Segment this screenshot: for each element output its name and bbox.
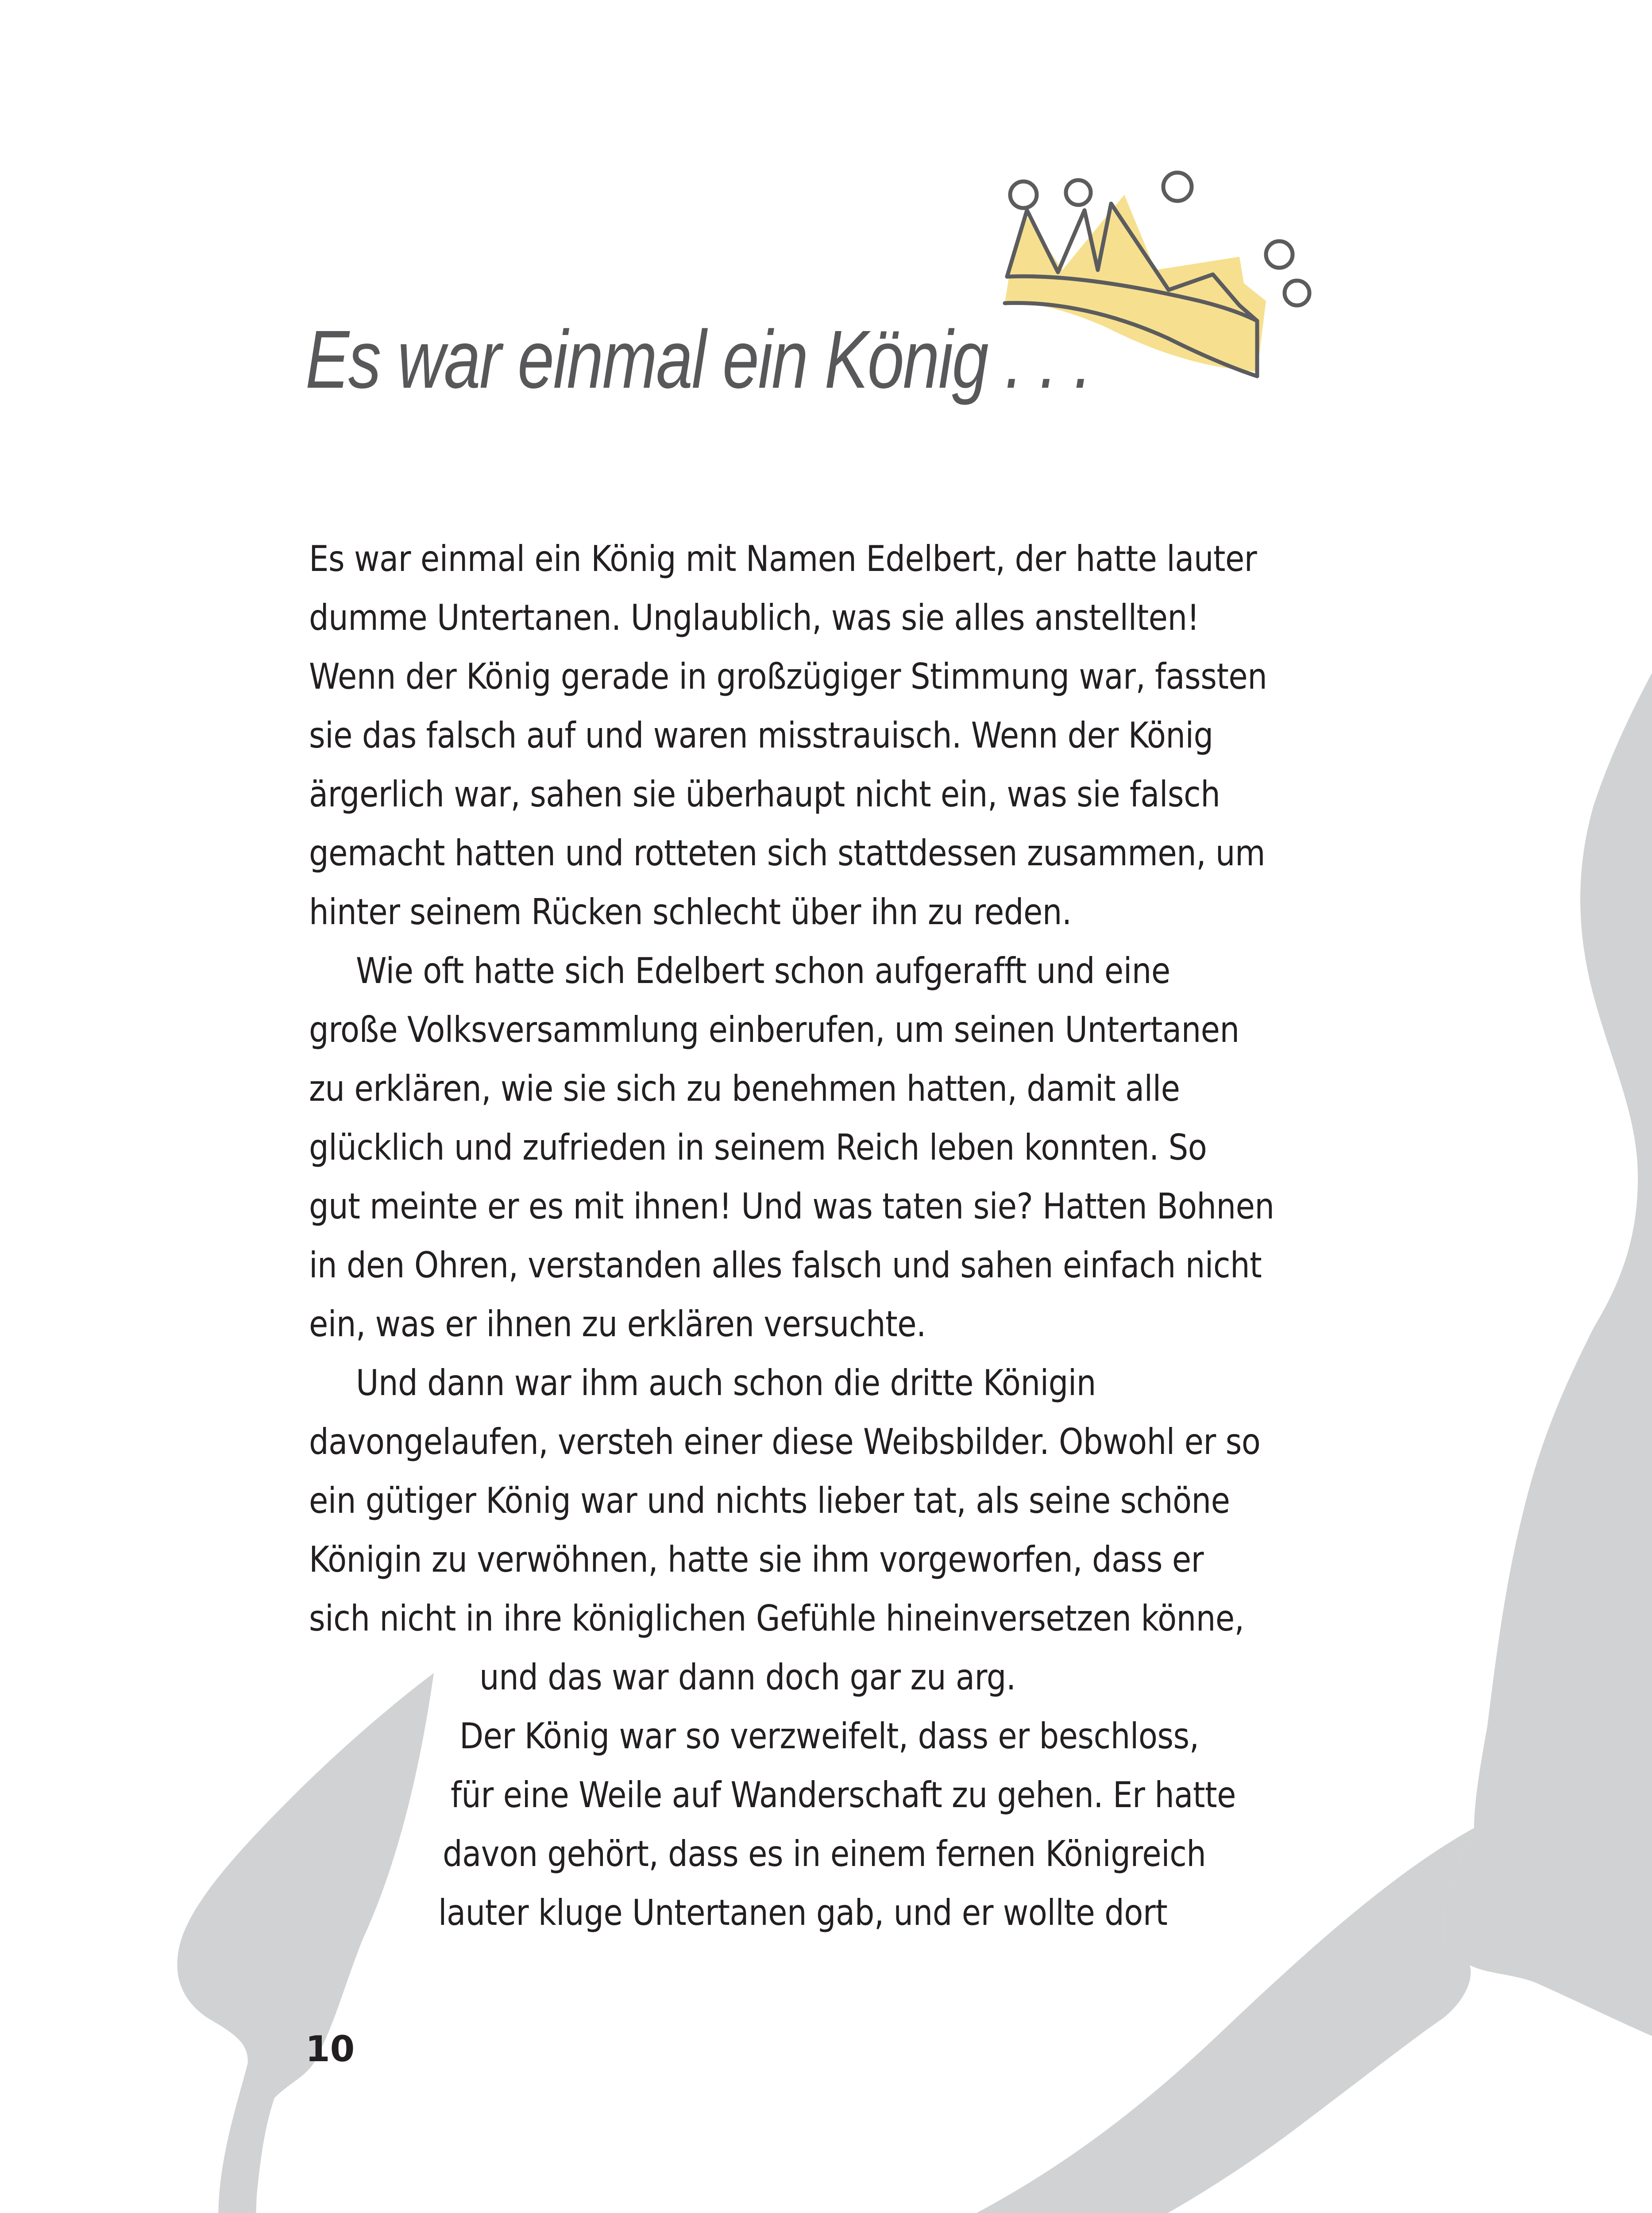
text-line: in den Ohren, verstanden alles falsch und sahen einfach nicht [309,1245,1262,1286]
text-line: ein, was er ihnen zu erklären versuchte. [309,1303,926,1345]
text-line: sie das falsch auf und waren misstrauisch. Wenn der König [309,715,1213,756]
page-number: 10 [305,2028,355,2070]
text-line: gut meinte er es mit ihnen! Und was taten sie? Hatten Bohnen [309,1186,1274,1227]
text-line: Es war einmal ein König mit Namen Edelbert, der hatte lauter [309,538,1257,579]
crown-ball [1285,281,1309,305]
text-line: davon gehört, dass es in einem fernen Königreich [443,1833,1206,1874]
crown-ball [1163,173,1192,201]
crown-ball [1266,241,1293,268]
text-line: sich nicht in ihre königlichen Gefühle hineinversetzen könne, [309,1598,1244,1639]
story-text [309,529,1398,1942]
text-line: hinter seinem Rücken schlecht über ihn zu reden. [309,891,1072,933]
text-line: dumme Untertanen. Unglaublich, was sie alles anstellten! [309,597,1200,638]
text-line: ärgerlich war, sahen sie überhaupt nicht ein, was sie falsch [309,774,1220,815]
silhouette-body [1443,673,1652,2036]
text-line: davongelaufen, versteh einer diese Weibsbilder. Obwohl er so [309,1421,1261,1462]
text-line: Wenn der König gerade in großzügiger Stimmung war, fassten [309,656,1267,697]
text-line: zu erklären, wie sie sich zu benehmen hatten, damit alle [309,1068,1180,1109]
text-line: gemacht hatten und rotteten sich stattdessen zusammen, um [309,833,1266,874]
text-line: für eine Weile auf Wanderschaft zu gehen. Er hatte [451,1774,1236,1816]
text-line: und das war dann doch gar zu arg. [479,1657,1016,1698]
crown-ball [1010,181,1037,208]
text-line: Und dann war ihm auch schon die dritte Königin [356,1362,1096,1403]
text-line: Wie oft hatte sich Edelbert schon aufgerafft und eine [356,950,1170,991]
crown-ball [1066,180,1091,205]
text-line: glücklich und zufrieden in seinem Reich leben konnten. So [309,1127,1207,1168]
text-line: lauter kluge Untertanen gab, und er wollte dort [438,1892,1168,1933]
text-line: ein gütiger König war und nichts lieber tat, als seine schöne [309,1480,1230,1521]
text-line: Königin zu verwöhnen, hatte sie ihm vorgeworfen, dass er [309,1539,1204,1580]
page-title: Es war einmal ein König . . . [305,314,1091,405]
text-line: Der König war so verzweifelt, dass er beschloss, [459,1716,1199,1757]
text-line: große Volksversammlung einberufen, um seinen Untertanen [309,1009,1239,1050]
